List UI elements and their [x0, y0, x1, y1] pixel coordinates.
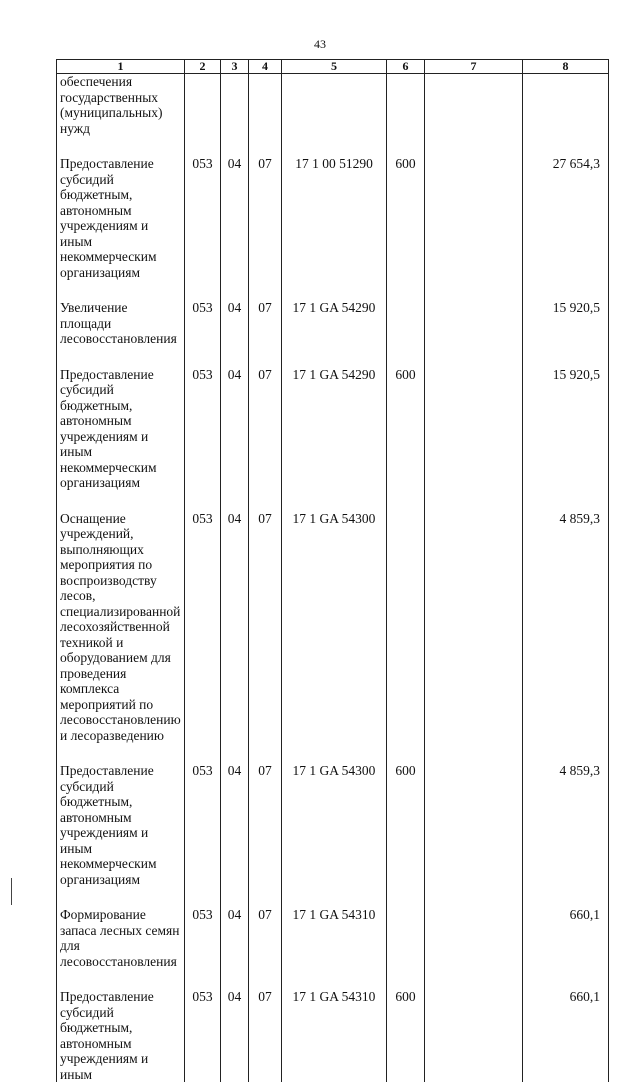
col-5-cell: 17 1 GA 54300 [282, 763, 387, 887]
col-2-cell [185, 74, 221, 137]
col-7-cell [425, 989, 523, 1082]
col-6-cell [387, 300, 425, 347]
row-name: Предоставление субсидий бюджетным, автономным учреждениям и иным [57, 989, 185, 1082]
row-name: Формирование запаса лесных семян для лесовосстановления [57, 907, 185, 969]
row-name: Увеличение площади лесовосстановления [57, 300, 185, 347]
page-edge-mark [11, 878, 12, 905]
table-row [57, 74, 609, 137]
col-4-cell: 07 [249, 511, 282, 744]
col-4-cell: 07 [249, 300, 282, 347]
col-2-cell: 053 [185, 511, 221, 744]
col-4-cell: 07 [249, 367, 282, 491]
col-3-cell: 04 [221, 763, 249, 887]
col-8-cell [523, 74, 609, 137]
col-3-cell: 04 [221, 989, 249, 1082]
col-7-cell [425, 511, 523, 744]
row-name: Предоставление субсидий бюджетным, автономным учреждениям и иным некоммерческим организациям [57, 367, 185, 491]
header-col-4: 4 [249, 60, 282, 74]
col-3-cell: 04 [221, 907, 249, 969]
col-2-cell: 053 [185, 367, 221, 491]
col-3-cell: 04 [221, 367, 249, 491]
row-name: Предоставление субсидий бюджетным, автономным учреждениям и иным некоммерческим организациям [57, 763, 185, 887]
col-8-cell: 4 859,3 [523, 763, 609, 887]
col-5-cell: 17 1 GA 54300 [282, 511, 387, 744]
col-2-cell: 053 [185, 156, 221, 280]
col-2-cell: 053 [185, 300, 221, 347]
col-3-cell: 04 [221, 511, 249, 744]
budget-table [56, 59, 609, 1082]
col-5-cell: 17 1 GA 54290 [282, 300, 387, 347]
col-8-cell: 15 920,5 [523, 367, 609, 491]
col-6-cell: 600 [387, 367, 425, 491]
col-7-cell [425, 907, 523, 969]
col-7-cell [425, 763, 523, 887]
col-7-cell [425, 74, 523, 137]
col-6-cell [387, 74, 425, 137]
col-4-cell: 07 [249, 907, 282, 969]
col-2-cell: 053 [185, 907, 221, 969]
table-row [57, 300, 609, 347]
col-4-cell: 07 [249, 763, 282, 887]
table-row [57, 156, 609, 280]
table-row [57, 907, 609, 969]
col-3-cell: 04 [221, 156, 249, 280]
header-col-5: 5 [282, 60, 387, 74]
header-col-1: 1 [57, 60, 185, 74]
col-7-cell [425, 367, 523, 491]
col-4-cell: 07 [249, 989, 282, 1082]
col-2-cell: 053 [185, 763, 221, 887]
col-8-cell: 660,1 [523, 989, 609, 1082]
col-6-cell: 600 [387, 156, 425, 280]
header-col-6: 6 [387, 60, 425, 74]
header-col-8: 8 [523, 60, 609, 74]
header-col-3: 3 [221, 60, 249, 74]
col-5-cell [282, 74, 387, 137]
col-8-cell: 4 859,3 [523, 511, 609, 744]
page-number: 43 [314, 37, 326, 51]
col-5-cell: 17 1 GA 54310 [282, 907, 387, 969]
col-6-cell: 600 [387, 763, 425, 887]
col-8-cell: 660,1 [523, 907, 609, 969]
row-name: обеспечения государственных (муниципальных) нужд [57, 74, 185, 137]
col-4-cell [249, 74, 282, 137]
col-2-cell: 053 [185, 989, 221, 1082]
row-name: Предоставление субсидий бюджетным, автономным учреждениям и иным некоммерческим организациям [57, 156, 185, 280]
col-4-cell: 07 [249, 156, 282, 280]
table-row [57, 763, 609, 887]
row-name: Оснащение учреждений, выполняющих мероприятия по воспроизводству лесов, специализированной лесохозяйственной техникой и оборудованием для проведения комплекса мероприятий по лесовосстановлению и лесоразведению [57, 511, 185, 744]
col-3-cell [221, 74, 249, 137]
col-8-cell: 15 920,5 [523, 300, 609, 347]
table-row [57, 511, 609, 744]
col-8-cell: 27 654,3 [523, 156, 609, 280]
header-col-7: 7 [425, 60, 523, 74]
table-row [57, 989, 609, 1082]
col-5-cell: 17 1 00 51290 [282, 156, 387, 280]
header-row [57, 60, 609, 74]
col-6-cell [387, 511, 425, 744]
col-3-cell: 04 [221, 300, 249, 347]
header-col-2: 2 [185, 60, 221, 74]
col-5-cell: 17 1 GA 54310 [282, 989, 387, 1082]
table-row [57, 367, 609, 491]
col-5-cell: 17 1 GA 54290 [282, 367, 387, 491]
col-6-cell [387, 907, 425, 969]
col-6-cell: 600 [387, 989, 425, 1082]
col-7-cell [425, 156, 523, 280]
col-7-cell [425, 300, 523, 347]
